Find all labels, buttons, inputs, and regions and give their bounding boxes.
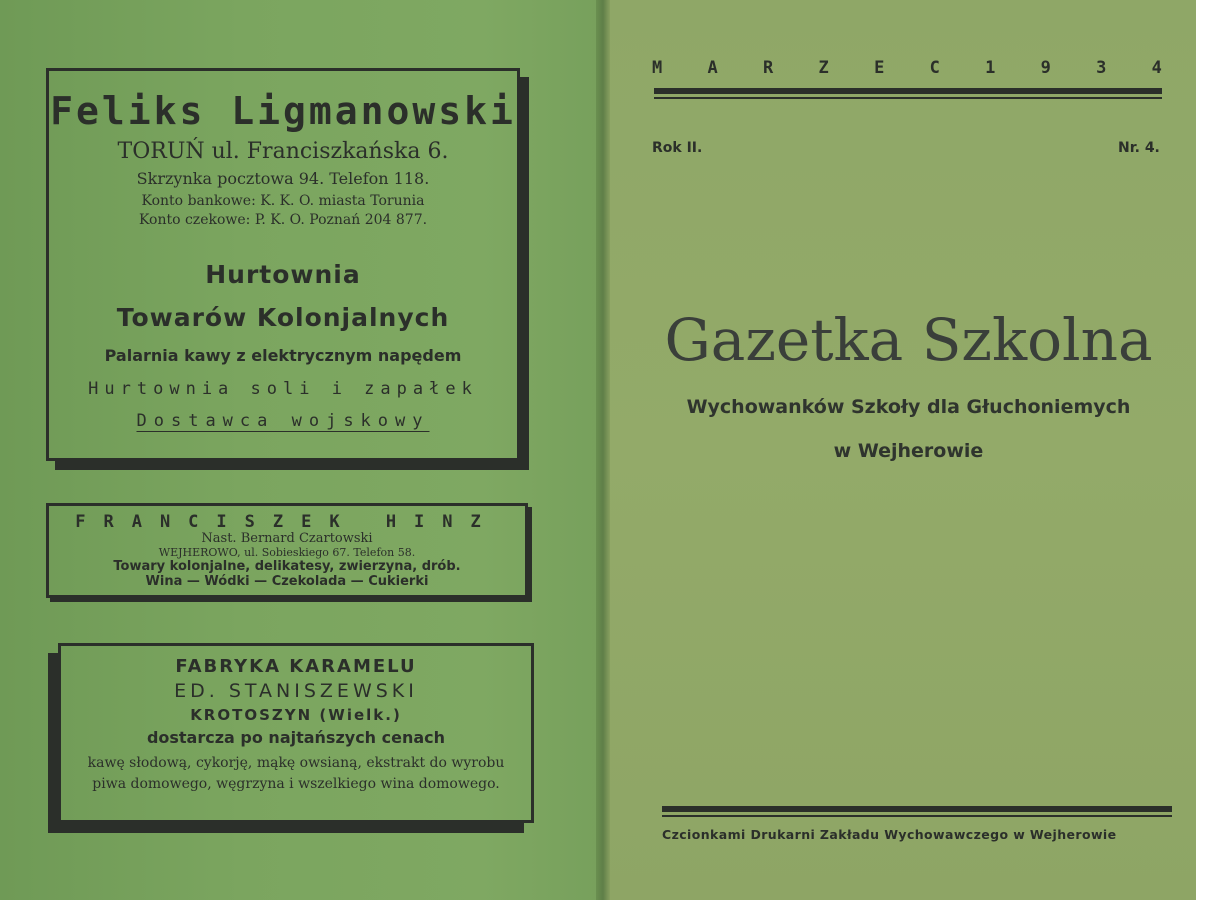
issue-number-label: Nr. 4.	[1118, 140, 1160, 156]
month-letter: A	[707, 58, 718, 78]
ad-ligmanowski-address: TORUŃ ul. Franciszkańska 6.	[117, 139, 449, 164]
ad-ligmanowski-supplier: Dostawca wojskowy	[136, 411, 430, 431]
ad-ligmanowski	[46, 68, 520, 461]
volume-label: Rok II.	[652, 140, 703, 156]
cover-subtitle-2: w Wejherowie	[833, 440, 984, 462]
year-digit: 4	[1151, 58, 1162, 78]
year-digit: 3	[1096, 58, 1107, 78]
ad-ligmanowski-check: Konto czekowe: P. K. O. Poznań 204 877.	[138, 212, 428, 228]
ad-hinz-successor: Nast. Bernard Czartowski	[201, 531, 373, 546]
footer-rule-thick	[662, 806, 1172, 812]
ad-staniszewski-owner: ED. STANISZEWSKI	[174, 680, 418, 702]
cover-subtitle-1: Wychowanków Szkoły dla Głuchoniemych	[686, 396, 1131, 418]
footer-rule-thin	[662, 815, 1172, 817]
ad-hinz-name: FRANCISZEK HINZ	[75, 512, 499, 532]
cover-title: Gazetka Szkolna	[664, 306, 1153, 374]
ad-staniszewski-products-2: piwa domowego, węgrzyna i wszelkiego wina domowego.	[92, 776, 500, 792]
ad-staniszewski	[58, 643, 534, 823]
year-digit: 9	[1040, 58, 1051, 78]
ad-hinz-address: WEJHEROWO, ul. Sobieskiego 67. Telefon 58.	[158, 546, 416, 559]
month-letter: E	[874, 58, 885, 78]
printer-imprint: Czcionkami Drukarni Zakładu Wychowawczego w Wejherowie	[662, 827, 1117, 842]
ad-ligmanowski-bank: Konto bankowe: K. K. O. miasta Torunia	[141, 193, 425, 209]
ad-staniszewski-name: FABRYKA KARAMELU	[175, 656, 417, 677]
ad-staniszewski-products	[61, 753, 531, 795]
ad-hinz-goods-1: Towary kolonjalne, delikatesy, zwierzyna, drób.	[113, 559, 461, 574]
month-letter: M	[652, 58, 663, 78]
ad-staniszewski-city: KROTOSZYN (Wielk.)	[190, 706, 402, 724]
ad-ligmanowski-coffee: Palarnia kawy z elektrycznym napędem	[104, 346, 462, 365]
header-rule-thin	[654, 97, 1162, 99]
month-letter: C	[929, 58, 940, 78]
ad-ligmanowski-heading-1: Hurtownia	[205, 260, 361, 289]
ad-staniszewski-products-1: kawę słodową, cykorję, mąkę owsianą, ekstrakt do wyrobu	[87, 755, 505, 771]
ad-ligmanowski-contact: Skrzynka pocztowa 94. Telefon 118.	[136, 169, 430, 188]
issue-month-year	[652, 58, 1162, 78]
ad-hinz-goods-2: Wina — Wódki — Czekolada — Cukierki	[145, 574, 429, 589]
ad-hinz	[46, 503, 528, 598]
month-letter: Z	[818, 58, 829, 78]
year-digit: 1	[985, 58, 996, 78]
ad-ligmanowski-salt: Hurtownia soli i zapałek	[88, 379, 478, 399]
ad-staniszewski-tagline: dostarcza po najtańszych cenach	[146, 728, 446, 747]
ad-ligmanowski-heading-2: Towarów Kolonjalnych	[116, 303, 450, 332]
ad-ligmanowski-name: Feliks Ligmanowski	[50, 89, 516, 133]
ad-ligmanowski-accounts	[49, 192, 517, 230]
header-rule-thick	[654, 88, 1162, 94]
month-letter: R	[763, 58, 774, 78]
